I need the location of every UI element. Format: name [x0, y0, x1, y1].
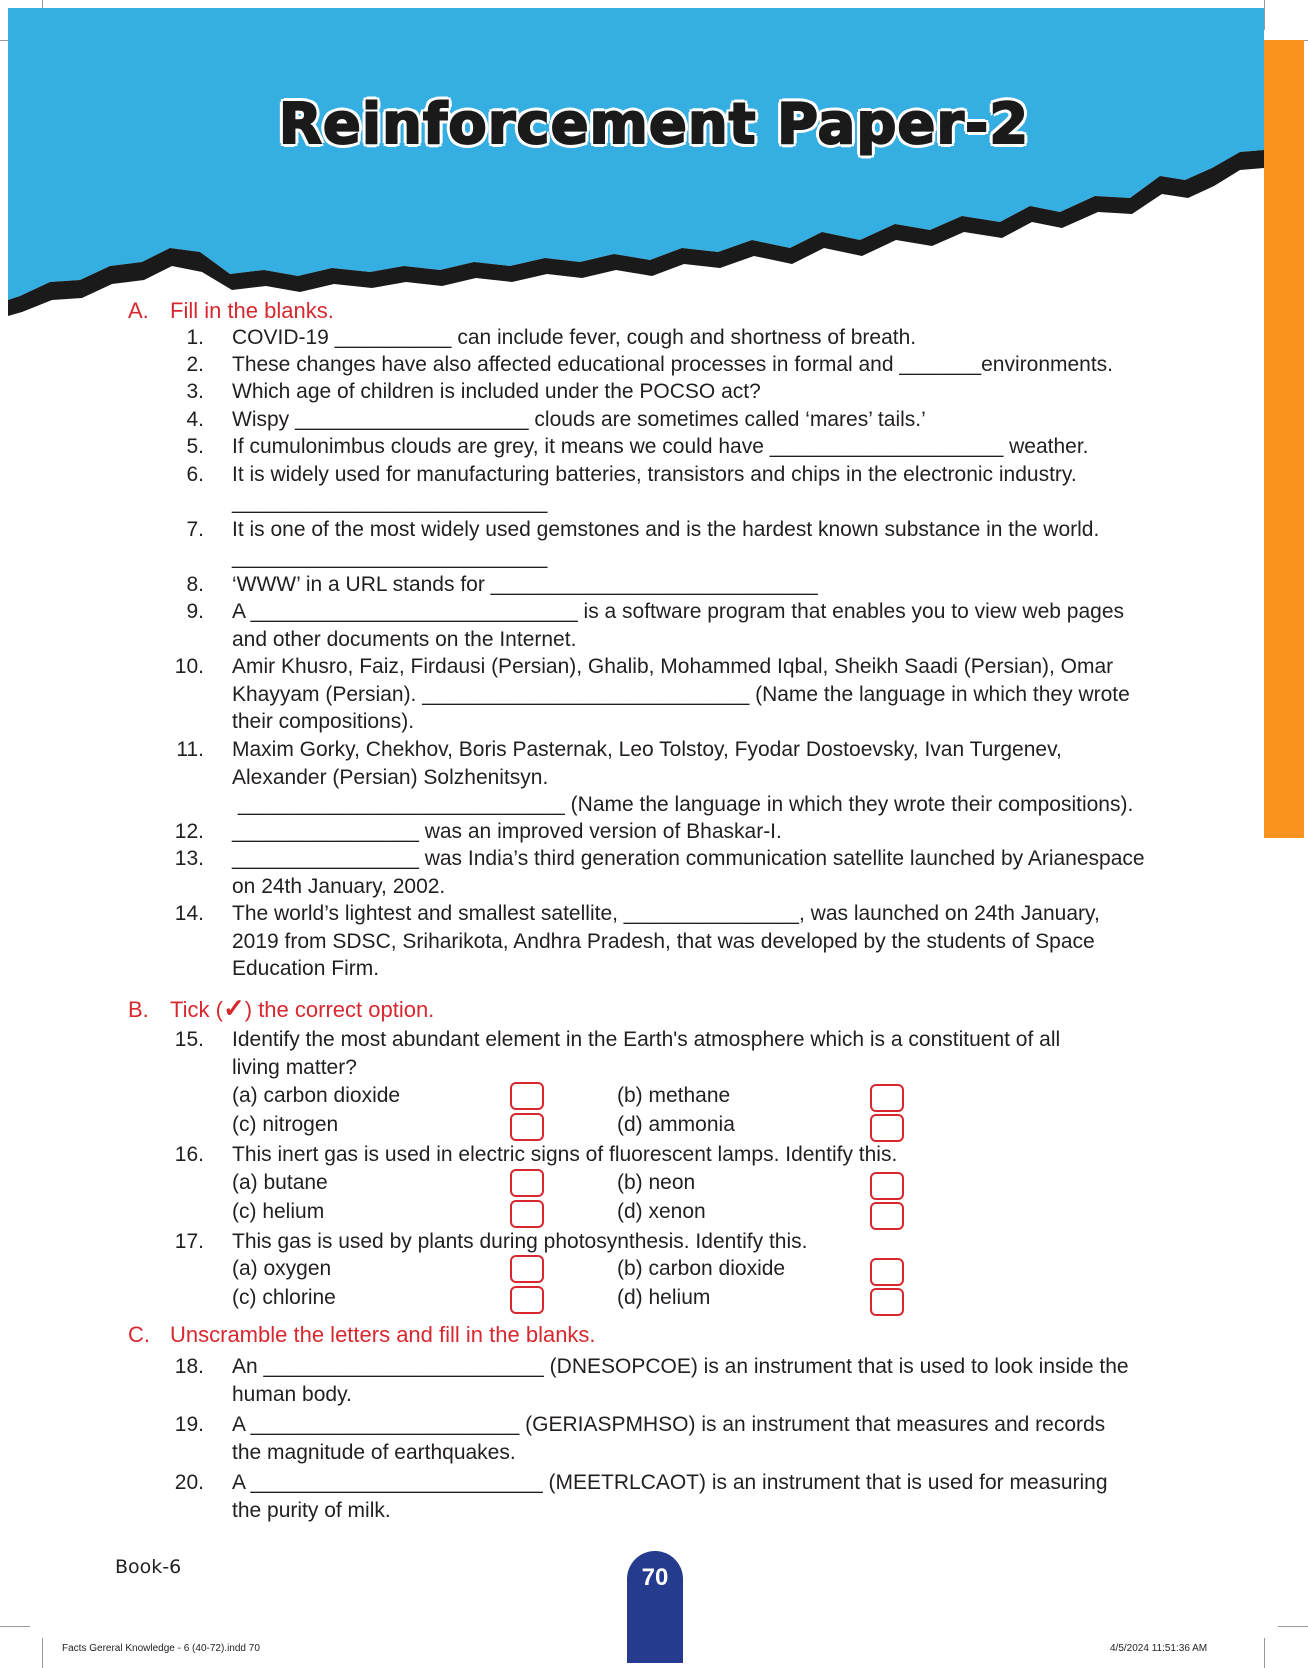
answer-checkbox[interactable]: [510, 1169, 544, 1197]
answer-checkbox[interactable]: [510, 1113, 544, 1141]
page-number: 70: [641, 1564, 669, 1591]
question-text: [232, 1469, 1192, 1524]
section-letter: A.: [128, 298, 149, 323]
question-text: [232, 1353, 1192, 1408]
option-a: (a) butane: [232, 1171, 328, 1194]
question-text: [232, 845, 1192, 900]
question-text: [232, 378, 1192, 406]
option-d: (d) xenon: [617, 1200, 706, 1223]
question-number: 8.: [186, 573, 204, 596]
section-b-heading: [128, 993, 434, 1024]
option-c: (c) helium: [232, 1200, 325, 1223]
question-number: 16.: [174, 1143, 204, 1166]
answer-checkbox[interactable]: [870, 1258, 904, 1286]
question-line: Maxim Gorky, Chekhov, Boris Pasternak, Leo Tolstoy, Fyodar Dostoevsky, Ivan Turgenev,: [232, 738, 1062, 761]
question-number: 7.: [186, 518, 204, 541]
question-text: [232, 1141, 1192, 1169]
crop-mark: [42, 1638, 43, 1668]
question-line: Khayyam (Persian). ____________________________ (Name the language in which they wrote: [232, 682, 1130, 706]
question-line: Identify the most abundant element in the Earth's atmosphere which is a constituent of all: [232, 1028, 1061, 1051]
question-line: Education Firm.: [232, 957, 380, 980]
section-title: Unscramble the letters and fill in the blanks.: [170, 1322, 596, 1347]
question-line: living matter?: [232, 1055, 357, 1079]
side-accent-bar: [1264, 40, 1304, 838]
question-line: This inert gas is used in electric signs of fluorescent lamps. Identify this.: [232, 1143, 898, 1166]
question-line: the purity of milk.: [232, 1498, 391, 1522]
answer-checkbox[interactable]: [510, 1255, 544, 1283]
question-line: Amir Khusro, Faiz, Firdausi (Persian), Ghalib, Mohammed Iqbal, Sheikh Saadi (Persian), Omar: [232, 655, 1114, 678]
question-line: An ________________________ (DNESOPCOE) is an instrument that is used to look inside the: [232, 1355, 1129, 1378]
section-letter: B.: [128, 997, 149, 1022]
option-d: (d) helium: [617, 1286, 711, 1309]
question-text: [232, 324, 1192, 352]
question-line: These changes have also affected educational processes in formal and _______environments.: [232, 353, 1114, 376]
question-number: 9.: [186, 600, 204, 623]
question-text: [232, 461, 1192, 516]
question-line: This gas is used by plants during photosynthesis. Identify this.: [232, 1230, 808, 1253]
question-line: If cumulonimbus clouds are grey, it means we could have ____________________ weather.: [232, 435, 1089, 458]
question-line: the magnitude of earthquakes.: [232, 1440, 516, 1464]
question-line: human body.: [232, 1382, 352, 1406]
question-text: [232, 406, 1192, 434]
question-line: their compositions).: [232, 710, 415, 733]
torn-paper-banner: [0, 0, 1308, 320]
section-a-heading: [128, 298, 334, 324]
question-text: [232, 736, 1192, 819]
option-d: (d) ammonia: [617, 1113, 735, 1136]
option-b: (b) carbon dioxide: [617, 1257, 786, 1280]
question-number: 18.: [174, 1355, 204, 1378]
question-line: A _________________________ (MEETRLCAOT) is an instrument that is used for measuring: [232, 1471, 1108, 1494]
question-number: 17.: [174, 1230, 204, 1253]
question-text: [232, 598, 1192, 653]
answer-checkbox[interactable]: [870, 1084, 904, 1112]
answer-blank: ___________________________: [232, 545, 548, 569]
question-text: [232, 1026, 1192, 1081]
section-c-heading: [128, 1322, 596, 1348]
question-number: 5.: [186, 435, 204, 458]
question-line: A ____________________________ is a software program that enables you to view web pages: [232, 600, 1124, 623]
section-title: Fill in the blanks.: [170, 298, 334, 323]
crop-mark: [1278, 1626, 1308, 1627]
print-slug-file: Facts Gereral Knowledge - 6 (40-72).indd 70: [62, 1643, 260, 1654]
question-line: ____________________________ (Name the language in which they wrote their compositions).: [232, 793, 1134, 816]
question-number: 6.: [186, 463, 204, 486]
header-banner: [0, 0, 1308, 320]
answer-checkbox[interactable]: [510, 1082, 544, 1110]
question-number: 15.: [174, 1028, 204, 1051]
question-line: It is widely used for manufacturing batteries, transistors and chips in the electronic industry.: [232, 463, 1077, 486]
question-line: Alexander (Persian) Solzhenitsyn.: [232, 765, 549, 789]
crop-mark: [0, 1626, 30, 1627]
question-number: 20.: [174, 1471, 204, 1494]
tick-icon: ✓: [222, 993, 245, 1023]
option-b: (b) methane: [617, 1084, 731, 1107]
question-number: 14.: [174, 902, 204, 925]
question-text: [232, 900, 1192, 983]
question-line: The world’s lightest and smallest satellite, _______________, was launched on 24th January,: [232, 902, 1100, 925]
question-line: It is one of the most widely used gemstones and is the hardest known substance in the world.: [232, 518, 1100, 541]
question-line: A _______________________ (GERIASPMHSO) is an instrument that measures and records: [232, 1413, 1106, 1436]
question-line: ‘WWW’ in a URL stands for ____________________________: [232, 573, 818, 596]
option-a: (a) oxygen: [232, 1257, 332, 1280]
question-number: 1.: [186, 326, 204, 349]
book-label: Book-6: [115, 1556, 182, 1578]
option-a: (a) carbon dioxide: [232, 1084, 401, 1107]
option-c: (c) nitrogen: [232, 1113, 339, 1136]
question-line: 2019 from SDSC, Sriharikota, Andhra Pradesh, that was developed by the students of Space: [232, 929, 1095, 953]
section-title-post: ) the correct option.: [244, 997, 435, 1022]
question-number: 10.: [174, 655, 204, 678]
question-line: ________________ was India’s third generation communication satellite launched by Arianespace: [232, 847, 1145, 870]
answer-checkbox[interactable]: [870, 1288, 904, 1316]
question-line: Wispy ____________________ clouds are sometimes called ‘mares’ tails.’: [232, 408, 926, 431]
question-number: 13.: [174, 847, 204, 870]
option-b: (b) neon: [617, 1171, 696, 1194]
crop-mark: [1264, 1638, 1265, 1668]
section-title-pre: Tick (: [170, 997, 223, 1022]
question-line: ________________ was an improved version of Bhaskar-I.: [232, 820, 782, 843]
question-line: on 24th January, 2002.: [232, 874, 446, 898]
question-text: [232, 1411, 1192, 1466]
question-text: [232, 653, 1192, 736]
question-number: 11.: [176, 738, 204, 761]
question-text: [232, 516, 1192, 571]
print-slug-date: 4/5/2024 11:51:36 AM: [1110, 1643, 1208, 1654]
option-c: (c) chlorine: [232, 1286, 336, 1309]
answer-checkbox[interactable]: [870, 1202, 904, 1230]
question-text: [232, 433, 1192, 461]
question-number: 3.: [186, 380, 204, 403]
section-letter: C.: [128, 1322, 150, 1347]
question-number: 19.: [174, 1413, 204, 1436]
question-text: [232, 818, 1192, 846]
answer-checkbox[interactable]: [510, 1286, 544, 1314]
answer-checkbox[interactable]: [870, 1172, 904, 1200]
question-text: [232, 1228, 1192, 1256]
question-number: 2.: [186, 353, 204, 376]
question-number: 4.: [186, 408, 204, 431]
question-text: [232, 571, 1192, 599]
question-line: and other documents on the Internet.: [232, 627, 577, 651]
answer-blank: ___________________________: [232, 490, 548, 514]
question-line: Which age of children is included under the POCSO act?: [232, 380, 761, 403]
page-title: Reinforcement Paper-2: [278, 92, 1030, 157]
answer-checkbox[interactable]: [870, 1114, 904, 1142]
question-number: 12.: [174, 820, 204, 843]
question-text: [232, 351, 1192, 379]
question-line: COVID-19 __________ can include fever, cough and shortness of breath.: [232, 326, 917, 349]
answer-checkbox[interactable]: [510, 1200, 544, 1228]
